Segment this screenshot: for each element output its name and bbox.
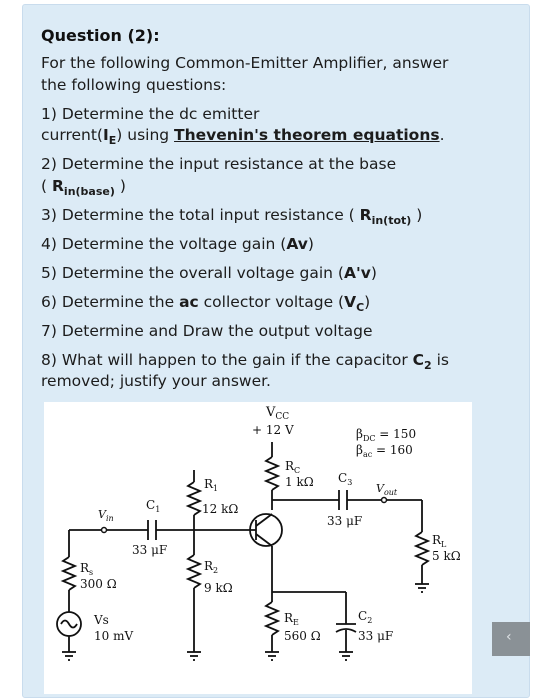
vs-label: Vs bbox=[94, 613, 109, 627]
c2-label: $C_2$ bbox=[358, 609, 373, 625]
vin-label: $V_{in}$ bbox=[98, 508, 114, 523]
q3-line: 3) Determine the total input resistance ( $R_{in(tot)}$ ) bbox=[41, 206, 423, 228]
c2-value: 33 μF bbox=[358, 629, 394, 643]
r2-value: 9 kΩ bbox=[204, 581, 233, 595]
vout-label: $V_{out}$ bbox=[376, 482, 398, 497]
rs-value: 300 Ω bbox=[80, 577, 117, 591]
q2-line-2: ( $R_{in(base)}$ ) bbox=[41, 177, 126, 199]
question-heading: Question (2): bbox=[41, 26, 160, 45]
r2-label: $R_2$ bbox=[204, 559, 219, 575]
common-emitter-schematic bbox=[44, 402, 472, 694]
q8-line-1: 8) What will happen to the gain if the capacitor $C_2$ is bbox=[41, 351, 450, 373]
c1-value: 33 μF bbox=[132, 543, 168, 557]
rc-value: 1 kΩ bbox=[285, 475, 314, 489]
re-label: $R_E$ bbox=[284, 611, 299, 627]
q2-line-1: 2) Determine the input resistance at the base bbox=[41, 155, 397, 173]
vs-value: 10 mV bbox=[94, 629, 134, 643]
thevenin-link: Thevenin's theorem equations bbox=[174, 126, 440, 144]
rl-label: $R_L$ bbox=[432, 533, 447, 549]
c3-label: $C_3$ bbox=[338, 471, 353, 487]
q8-line-2: removed; justify your answer. bbox=[41, 372, 271, 390]
intro-line-1: For the following Common-Emitter Amplifier, answer bbox=[41, 54, 449, 72]
c1-label: $C_1$ bbox=[146, 498, 161, 514]
scroll-button[interactable] bbox=[492, 622, 530, 656]
circuit-diagram bbox=[44, 402, 472, 694]
rs-label: $R_s$ bbox=[80, 561, 94, 577]
c3-value: 33 μF bbox=[327, 514, 363, 528]
r1-label: $R_1$ bbox=[204, 477, 219, 493]
q7-line: 7) Determine and Draw the output voltage bbox=[41, 322, 373, 340]
q1-line-1: 1) Determine the dc emitter bbox=[41, 105, 260, 123]
re-value: 560 Ω bbox=[284, 629, 321, 643]
beta-ac: $\beta_{ac} = 160$ bbox=[356, 443, 413, 459]
vcc-label: $V_{CC}$ bbox=[266, 405, 290, 422]
rl-value: 5 kΩ bbox=[432, 549, 461, 563]
q1-line-2: $current(I_E)$ using Thevenin's theorem equations. bbox=[41, 126, 445, 148]
vcc-value: + 12 V bbox=[252, 423, 294, 437]
q4-line: 4) Determine the voltage gain (Av) bbox=[41, 235, 314, 253]
chevron-left-icon: ‹ bbox=[506, 629, 512, 645]
q5-line: 5) Determine the overall voltage gain (A'v) bbox=[41, 264, 377, 282]
r1-value: 12 kΩ bbox=[202, 502, 239, 516]
intro-line-2: the following questions: bbox=[41, 76, 227, 94]
rc-label: $R_C$ bbox=[285, 459, 301, 475]
q6-line: 6) Determine the ac collector voltage $(V_C)$ bbox=[41, 293, 371, 315]
beta-dc: $\beta_{DC} = 150$ bbox=[356, 427, 417, 443]
